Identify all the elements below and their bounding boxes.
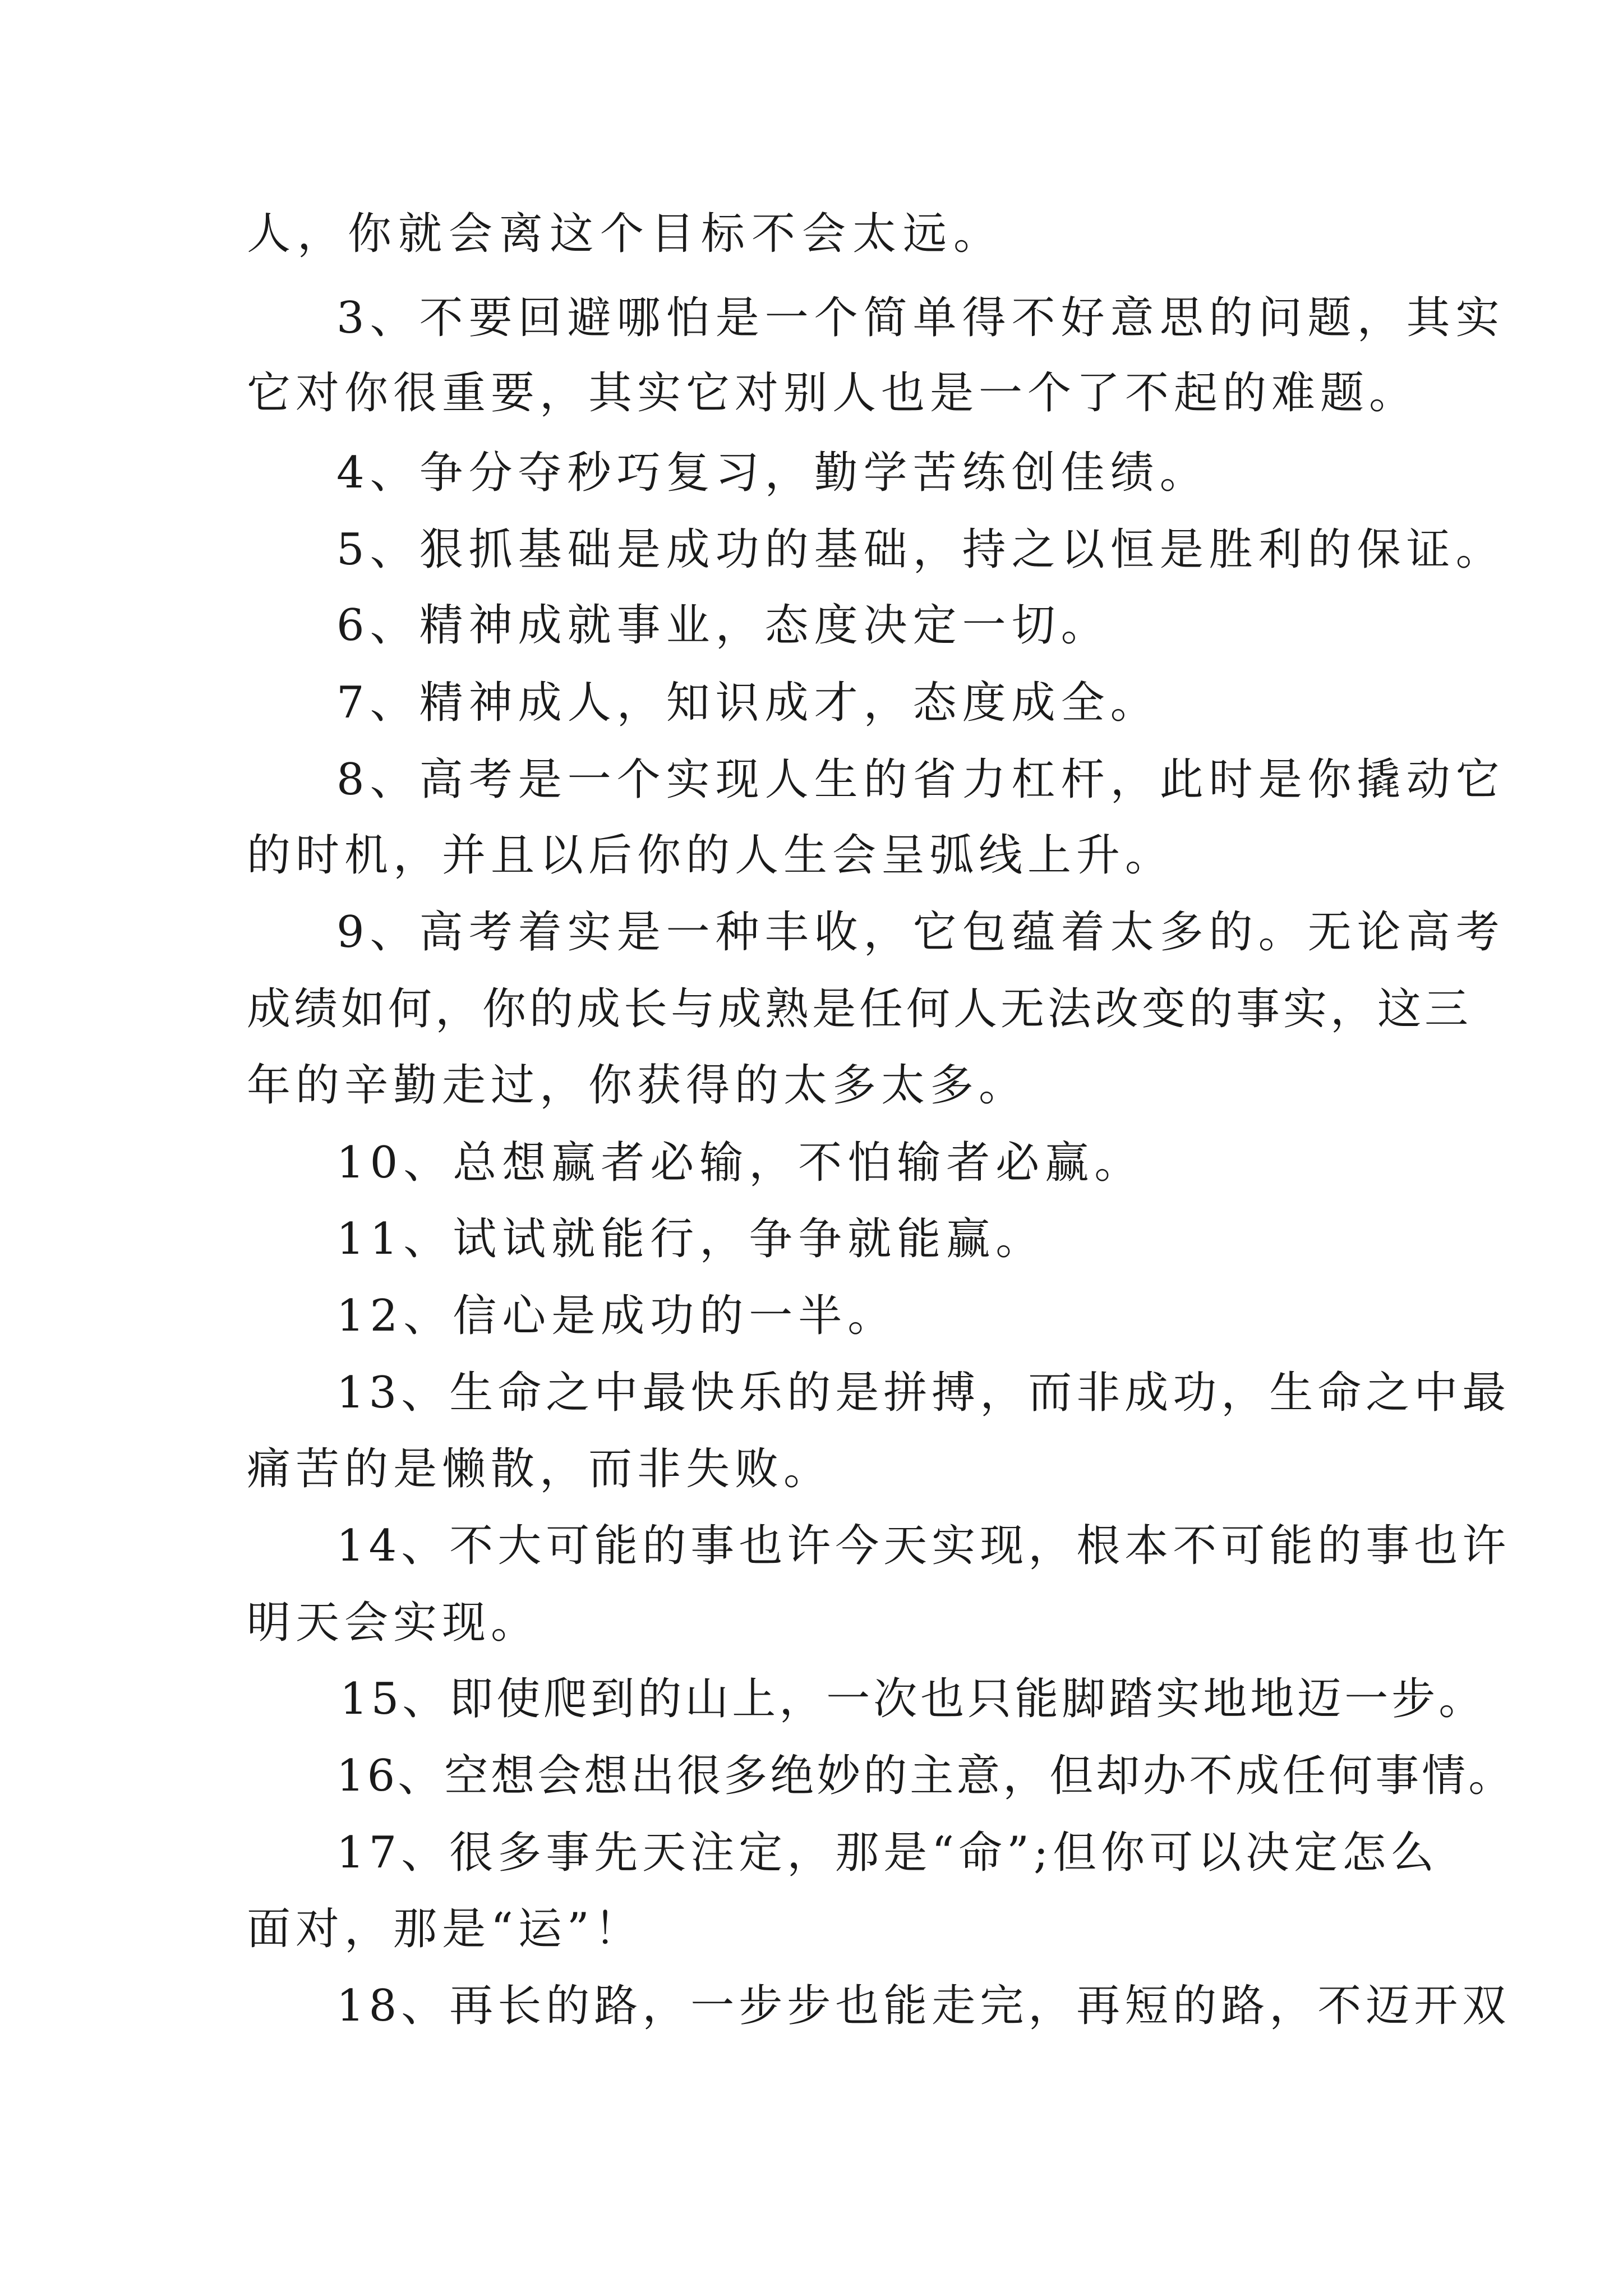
text-line: 5、狠抓基础是成功的基础，持之以恒是胜利的保证。: [336, 524, 1505, 575]
text-line: 10、总想赢者必输，不怕输者必赢。: [336, 1138, 1144, 1188]
text-line: 7、精神成人，知识成才，态度成全。: [336, 678, 1160, 728]
text-line: 6、精神成就事业，态度决定一切。: [336, 600, 1110, 651]
text-line: 明天会实现。: [247, 1598, 540, 1648]
text-line: 15、即使爬到的山上，一次也只能脚踏实地地迈一步。: [340, 1674, 1486, 1724]
text-line: 的时机，并且以后你的人生会呈弧线上升。: [247, 830, 1174, 881]
text-line: 8、高考是一个实现人生的省力杠杆，此时是你撬动它: [336, 754, 1505, 805]
text-line: 痛苦的是懒散，而非失败。: [247, 1444, 833, 1494]
text-line: 14、不大可能的事也许今天实现，根本不可能的事也许: [336, 1521, 1511, 1571]
text-line: 4、争分夺秒巧复习，勤学苦练创佳绩。: [336, 448, 1209, 498]
text-line: 16、空想会想出很多绝妙的主意，但却办不成任何事情。: [336, 1751, 1515, 1801]
text-line: 人，你就会离这个目标不会太远。: [247, 209, 1004, 259]
text-line: 11、试试就能行，争争就能赢。: [336, 1214, 1045, 1264]
text-line: 成绩如何，你的成长与成熟是任何人无法改变的事实，这三: [247, 984, 1472, 1034]
text-line: 3、不要回避哪怕是一个简单得不好意思的问题，其实: [336, 293, 1505, 343]
text-line: 9、高考着实是一种丰收，它包蕴着太多的。无论高考: [336, 907, 1505, 958]
text-line: 年的辛勤走过，你获得的太多太多。: [247, 1060, 1028, 1111]
text-line: 面对，那是“运”！: [247, 1904, 643, 1954]
text-line: 13、生命之中最快乐的是拼搏，而非成功，生命之中最: [336, 1368, 1511, 1418]
text-line: 12、信心是成功的一半。: [336, 1291, 897, 1341]
text-line: 它对你很重要，其实它对别人也是一个了不起的难题。: [247, 368, 1418, 418]
text-line: 17、很多事先天注定，那是“命”;但你可以决定怎么: [336, 1828, 1439, 1878]
text-line: 18、再长的路，一步步也能走完，再短的路，不迈开双: [336, 1981, 1511, 2031]
